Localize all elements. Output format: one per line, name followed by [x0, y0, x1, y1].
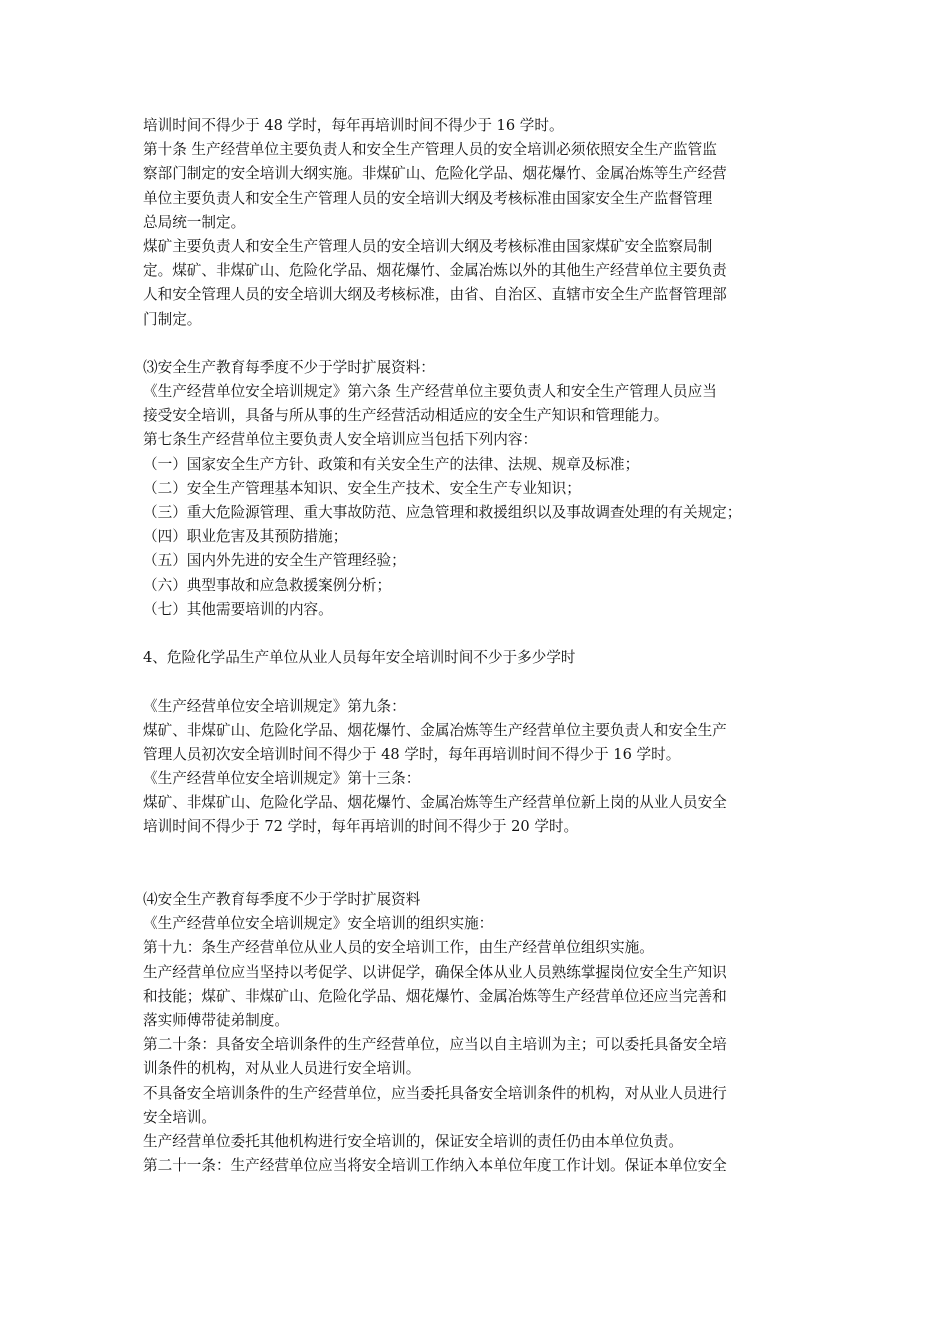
blank-line [143, 670, 823, 694]
list-item: （二）安全生产管理基本知识、安全生产技术、安全生产专业知识； [143, 479, 581, 497]
blank-line [143, 332, 823, 356]
text-line: 煤矿主要负责人和安全生产管理人员的安全培训大纲及考核标准由国家煤矿安全监察局制 [143, 237, 713, 255]
section-heading: ⑷安全生产教育每季度不少于学时扩展资料 [143, 891, 421, 908]
text-line: 第二十一条：生产经营单位应当将安全培训工作纳入本单位年度工作计划。保证本单位安全 [143, 1157, 727, 1175]
text-line: 察部门制定的安全培训大纲实施。非煤矿山、危险化学品、烟花爆竹、金属冶炼等生产经营 [143, 165, 727, 183]
text-line: 落实师傅带徒弟制度。 [143, 1011, 289, 1029]
text-line: 门制定。 [143, 310, 202, 328]
text-line: 第二十条：具备安全培训条件的生产经营单位，应当以自主培训为主；可以委托具备安全培 [143, 1036, 727, 1054]
blank-line [143, 864, 823, 888]
text-line: 训条件的机构，对从业人员进行安全培训。 [143, 1060, 421, 1078]
text-line: 不具备安全培训条件的生产经营单位，应当委托具备安全培训条件的机构，对从业人员进行 [143, 1084, 727, 1102]
text-line: 和技能；煤矿、非煤矿山、危险化学品、烟花爆竹、金属冶炼等生产经营单位还应当完善和 [143, 987, 727, 1005]
text-line: 《生产经营单位安全培训规定》第十三条： [143, 770, 421, 788]
blank-line [143, 622, 823, 646]
document-body [143, 114, 823, 1178]
text-line: 煤矿、非煤矿山、危险化学品、烟花爆竹、金属冶炼等生产经营单位新上岗的从业人员安全 [143, 794, 727, 812]
section-heading: ⑶安全生产教育每季度不少于学时扩展资料： [143, 358, 435, 376]
list-item: （六）典型事故和应急救援案例分析； [143, 576, 392, 594]
text-line: 安全培训。 [143, 1108, 216, 1126]
text-line: 煤矿、非煤矿山、危险化学品、烟花爆竹、金属冶炼等生产经营单位主要负责人和安全生产 [143, 721, 727, 739]
text-line: 单位主要负责人和安全生产管理人员的安全培训大纲及考核标准由国家安全生产监督管理 [143, 189, 713, 207]
text-line: 《生产经营单位安全培训规定》第九条： [143, 697, 406, 715]
text-line: 《生产经营单位安全培训规定》第六条 生产经营单位主要负责人和安全生产管理人员应当 [143, 383, 717, 401]
list-item: （七）其他需要培训的内容。 [143, 600, 333, 618]
text-line: 生产经营单位应当坚持以考促学、以讲促学，确保全体从业人员熟练掌握岗位安全生产知识 [143, 963, 727, 981]
text-line: 管理人员初次安全培训时间不得少于 48 学时，每年再培训时间不得少于 16 学时。 [143, 745, 681, 763]
text-line: 培训时间不得少于 48 学时，每年再培训时间不得少于 16 学时。 [143, 117, 564, 134]
text-line: 第十九：条生产经营单位从业人员的安全培训工作，由生产经营单位组织实施。 [143, 939, 654, 957]
text-line: 《生产经营单位安全培训规定》安全培训的组织实施： [143, 915, 494, 933]
section-heading: 4、危险化学品生产单位从业人员每年安全培训时间不少于多少学时 [143, 649, 576, 667]
list-item: （三）重大危险源管理、重大事故防范、应急管理和救援组织以及事故调查处理的有关规定； [143, 504, 742, 521]
text-line: 人和安全管理人员的安全培训大纲及考核标准，由省、自治区、直辖市安全生产监督管理部 [143, 286, 727, 304]
text-line: 培训时间不得少于 72 学时，每年再培训的时间不得少于 20 学时。 [143, 818, 579, 836]
list-item: （四）职业危害及其预防措施； [143, 528, 348, 546]
text-line: 生产经营单位委托其他机构进行安全培训的，保证安全培训的责任仍由本单位负责。 [143, 1132, 683, 1150]
list-item: （一）国家安全生产方针、政策和有关安全生产的法律、法规、规章及标准； [143, 455, 640, 473]
list-item: （五）国内外先进的安全生产管理经验； [143, 552, 406, 570]
text-line: 接受安全培训，具备与所从事的生产经营活动相适应的安全生产知识和管理能力。 [143, 407, 669, 425]
text-line: 定。煤矿、非煤矿山、危险化学品、烟花爆竹、金属冶炼以外的其他生产经营单位主要负责 [143, 262, 727, 280]
text-line: 第七条生产经营单位主要负责人安全培训应当包括下列内容： [143, 431, 538, 449]
text-line: 总局统一制定。 [143, 213, 246, 231]
blank-line [143, 840, 823, 864]
text-line: 第十条 生产经营单位主要负责人和安全生产管理人员的安全培训必须依照安全生产监管监 [143, 141, 717, 159]
